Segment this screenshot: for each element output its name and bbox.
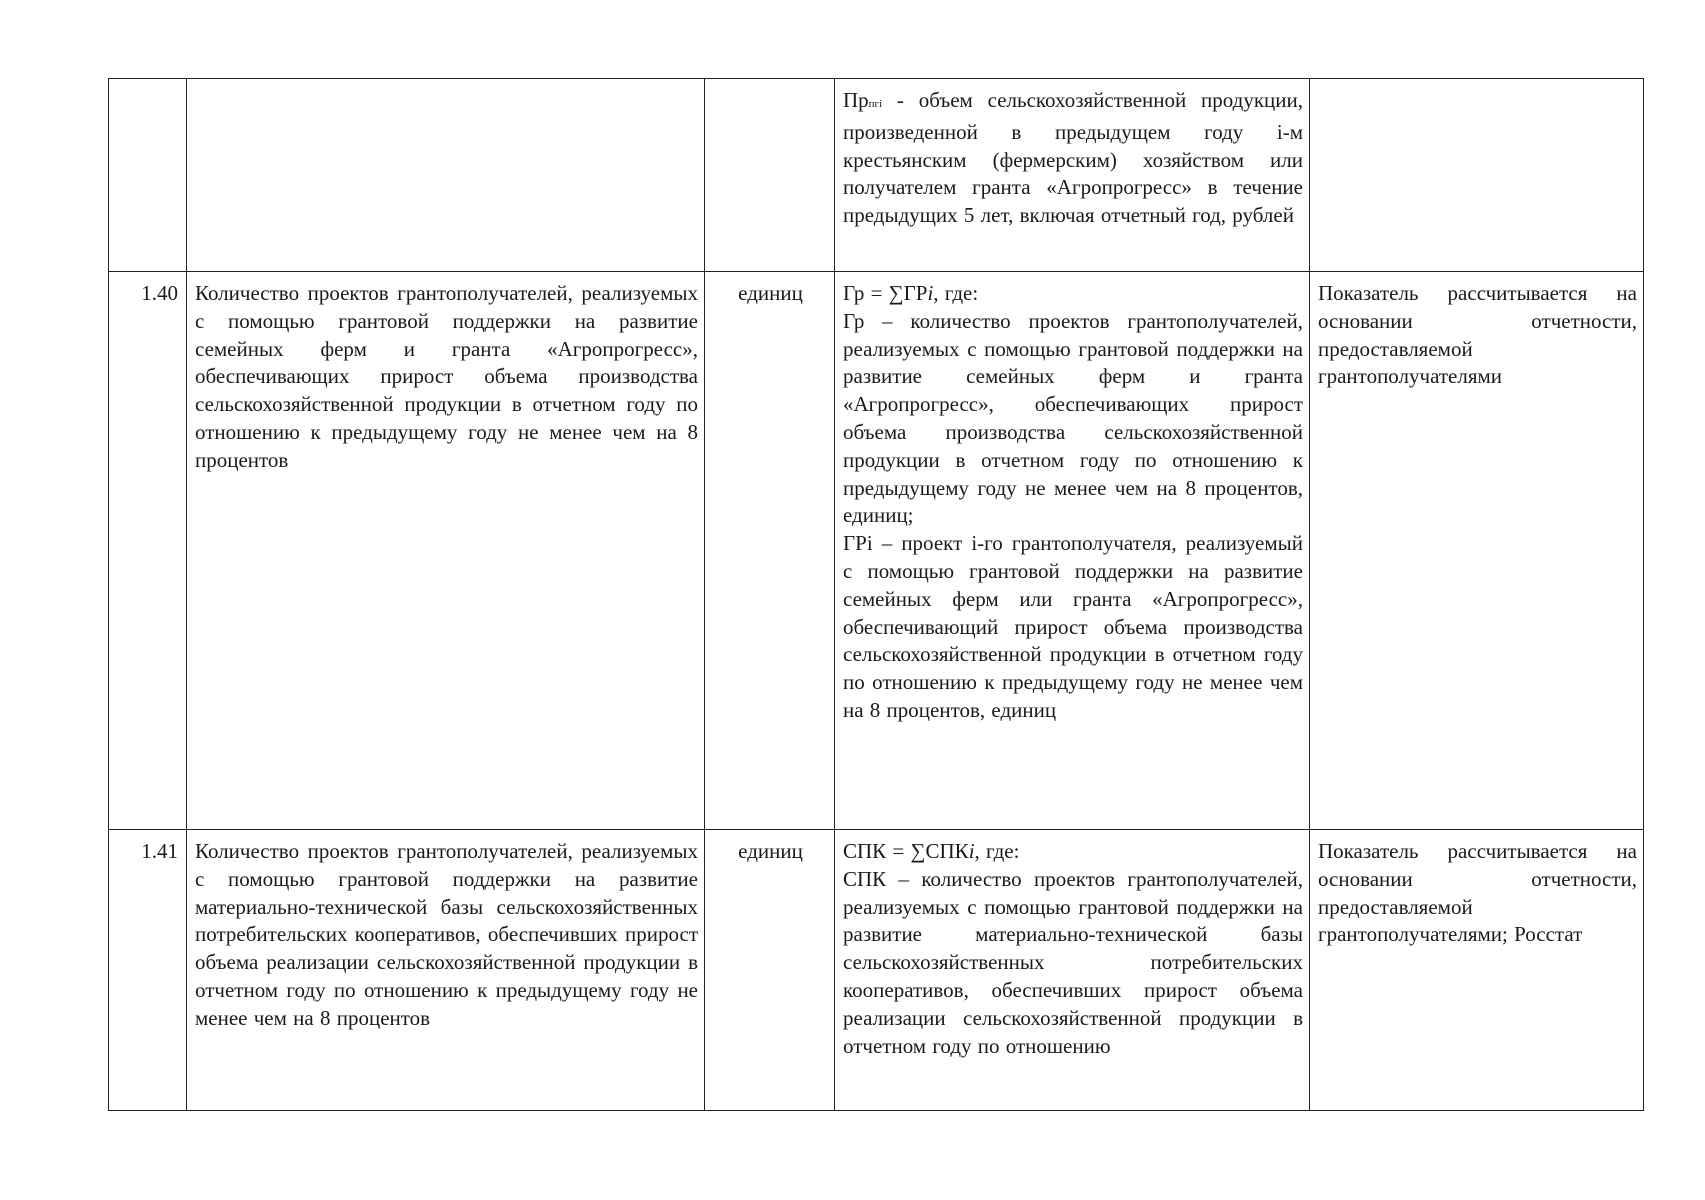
unit-cell [705,79,835,272]
formula-symbol: Пр [843,88,869,112]
formula-head-var: i [968,839,975,863]
formula-definition: СПК – количество проектов грантополучателей, реализуемых с помощью грантовой поддержки на развитие материально-технической базы сельскохозяйственных потребительских кооперативов, обеспечивших прирост объема реализации сельскохозяйственной продукции в отчетном году по отношению [843,866,1303,1058]
indicator-name-cell: Количество проектов грантополучателей, реализуемых с помощью грантовой поддержки на развитие материально-технической базы сельскохозяйственных потребительских кооперативов, обеспечивших прирост объема реализации сельскохозяйственной продукции в отчетном году по отношению к предыдущему году не менее чем на 8 процентов [187,830,705,1111]
formula-subscript: пгi [868,98,883,110]
formula-head-text: СПК = ∑СПК [843,839,969,863]
formula-head-text: Гр = ∑ГР [843,281,928,305]
source-cell: Показатель рассчитывается на основании отчетности, предоставляемой грантополучателями; Росстат [1310,830,1644,1111]
formula-cell [835,79,1310,272]
indicator-name-cell: Количество проектов грантополучателей, реализуемых с помощью грантовой поддержки на развитие семейных ферм и гранта «Агропрогресс», обеспечивающих прирост объема производства сельскохозяйственной продукции в отчетном году по отношению к предыдущему году не менее чем на 8 процентов [187,272,705,830]
formula-head [843,280,1303,308]
source-cell [1310,79,1644,272]
formula-cell [835,830,1310,1111]
table-row [109,79,1644,272]
formula-definition: Гр – количество проектов грантополучателей, реализуемых с помощью грантовой поддержки на развитие семейных ферм и гранта «Агропрогресс», обеспечивающих прирост объема производства сельскохозяйственной продукции в отчетном году по отношению к предыдущему году не менее чем на 8 процентов, единиц; [843,308,1303,528]
table-row [109,272,1644,830]
source-cell: Показатель рассчитывается на основании отчетности, предоставляемой грантополучателями [1310,272,1644,830]
indicators-table [108,78,1644,1111]
formula-head-tail: , где: [933,281,979,305]
table-row [109,830,1644,1111]
unit-cell: единиц [705,830,835,1111]
row-number-cell: 1.40 [109,272,187,830]
formula-head-tail: , где: [974,839,1020,863]
formula-definition: - объем сельскохозяйственной продукции, произведенной в предыдущем году i-м крестьянским (фермерским) хозяйством или получателем гранта «Агропрогресс» в течение предыдущих 5 лет, включая отчетный год, рублей [843,88,1303,228]
formula-definition: ГРi – проект i-го грантополучателя, реализуемый с помощью грантовой поддержки на развитие семейных ферм или гранта «Агропрогресс», обеспечивающий прирост объема производства сельскохозяйственной продукции в отчетном году по отношению к предыдущему году не менее чем на 8 процентов, единиц [843,531,1303,722]
indicator-name-cell [187,79,705,272]
row-number-cell [109,79,187,272]
formula-head [843,838,1303,866]
row-number-cell: 1.41 [109,830,187,1111]
unit-cell: единиц [705,272,835,830]
formula-head-var: i [927,281,934,305]
formula-cell [835,272,1310,830]
